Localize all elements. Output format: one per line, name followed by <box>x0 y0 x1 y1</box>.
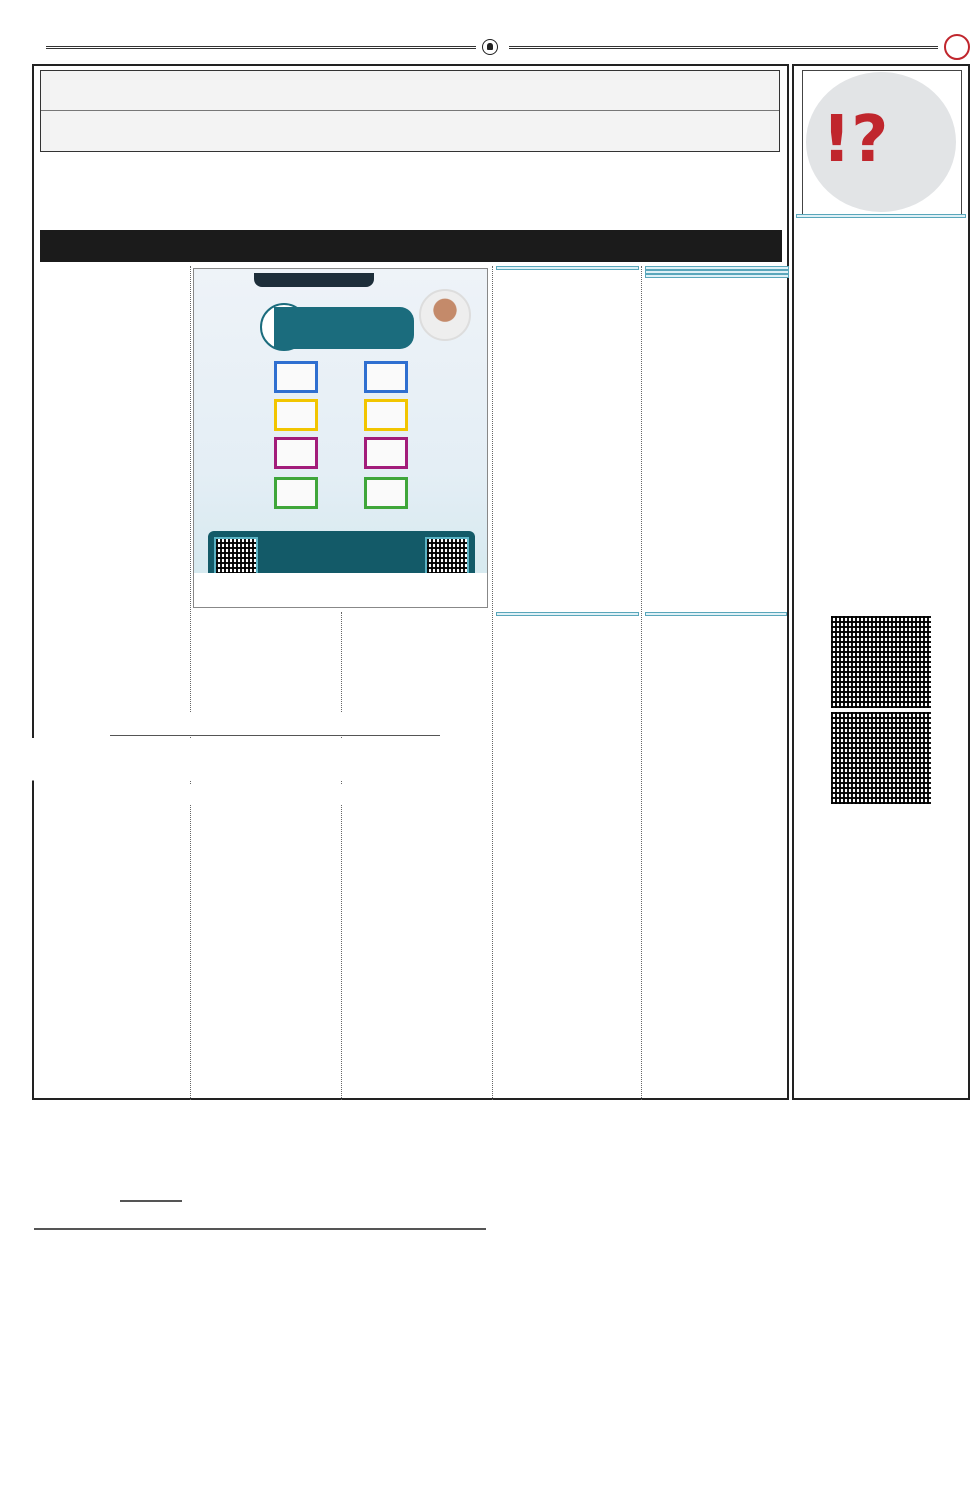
sidebar-column-lower <box>796 612 966 1097</box>
lead-kicker <box>40 70 780 152</box>
second-subheadline <box>36 784 486 804</box>
sidebar-column <box>796 214 966 604</box>
column-divider <box>641 266 642 1100</box>
meme-contest-heading <box>645 612 787 616</box>
cube-icon <box>364 437 408 469</box>
page-number <box>944 34 970 60</box>
lead-column-1-lower <box>38 612 188 1094</box>
lead-column-4-lower <box>496 612 639 1094</box>
lead-column-5 <box>641 266 789 606</box>
masthead-rule-right <box>509 46 939 49</box>
lead-column-2 <box>196 612 338 1094</box>
lead-column-4 <box>496 266 639 606</box>
poster-footer <box>194 573 487 607</box>
essay-contest-heading <box>496 612 639 616</box>
qr-code-icon[interactable] <box>831 712 931 804</box>
speech-contest-heading <box>496 266 639 270</box>
column-divider <box>190 266 191 1100</box>
column-divider <box>492 266 493 1100</box>
second-story <box>30 1100 490 1500</box>
second-headline <box>32 738 492 781</box>
poster-portrait <box>419 289 471 341</box>
page-masthead <box>30 36 970 58</box>
cube-icon <box>274 399 318 431</box>
kicker-line-2 <box>41 111 779 151</box>
lead-column-5-lower <box>645 612 787 1094</box>
cube-icon <box>274 477 318 509</box>
cube-icon <box>274 361 318 393</box>
cube-icon <box>364 477 408 509</box>
exclamation-question-icon: !? <box>822 103 889 177</box>
poster-banner <box>254 273 374 287</box>
second-kicker <box>110 712 440 736</box>
lead-subheadline <box>40 230 782 262</box>
shortfilm-contest-heading <box>645 274 789 278</box>
murasoli-drum-icon <box>482 39 498 55</box>
contest-poster-image <box>193 268 488 608</box>
poster-title <box>274 307 414 349</box>
column-divider <box>341 612 342 1100</box>
masthead-rule-left <box>46 46 476 49</box>
photo-contest-heading <box>796 214 966 218</box>
lead-column-1 <box>38 266 188 606</box>
kicker-line-1 <box>41 71 779 111</box>
qr-code-icon[interactable] <box>831 616 931 708</box>
lead-column-3 <box>345 612 488 1094</box>
cube-icon <box>364 399 408 431</box>
cube-icon <box>274 437 318 469</box>
cube-icon <box>364 361 408 393</box>
